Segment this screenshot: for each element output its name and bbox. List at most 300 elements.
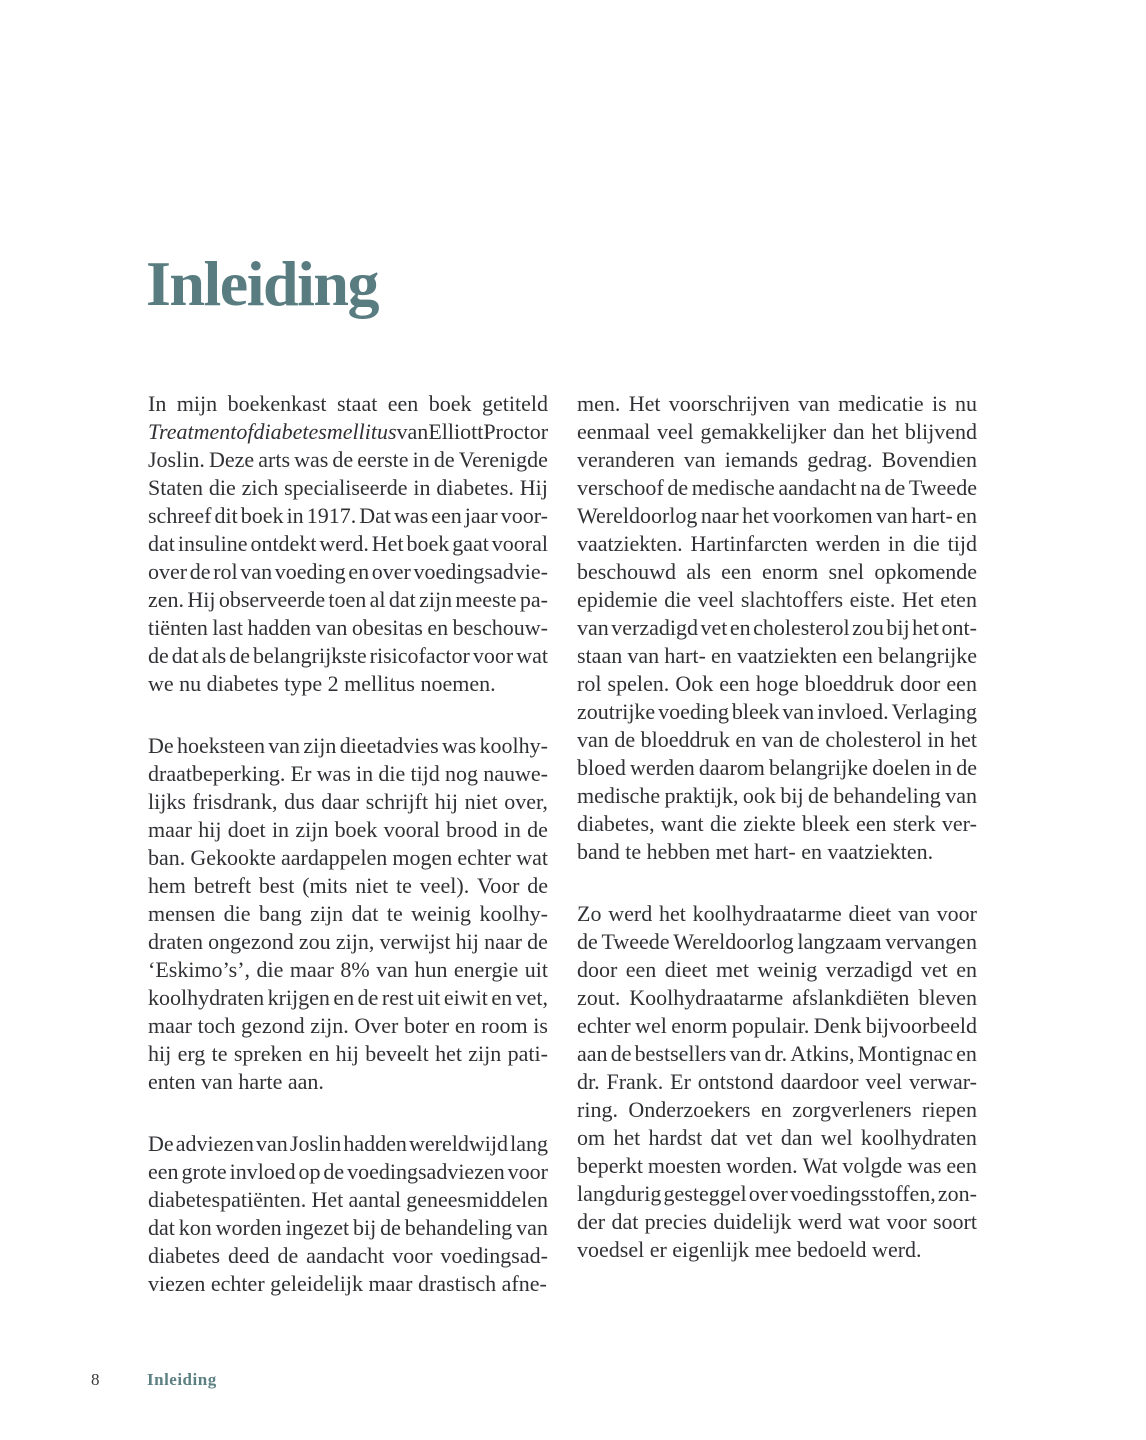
text-line xyxy=(148,872,548,900)
word: maar xyxy=(148,1013,192,1038)
word: Verlaging xyxy=(891,699,977,724)
word: gedrag. xyxy=(807,447,873,472)
text-line xyxy=(577,670,977,698)
word: Joslin xyxy=(289,1131,342,1156)
word: mijn xyxy=(176,391,218,416)
text-line: enten van harte aan. xyxy=(148,1069,324,1094)
word: toch xyxy=(197,1013,236,1038)
word: aardappelen xyxy=(281,845,388,870)
word: dieetadvies xyxy=(339,733,439,758)
word: was xyxy=(394,503,429,528)
word: ‘Eskimo’s’, xyxy=(148,957,251,982)
word: bleek xyxy=(802,811,850,836)
word: uit xyxy=(524,957,548,982)
word: ziekte xyxy=(743,811,796,836)
word: belangrijke xyxy=(878,643,977,668)
word: de xyxy=(799,727,820,752)
word: Wereldoorlog xyxy=(673,929,794,954)
word: dat xyxy=(388,587,416,612)
word: en xyxy=(348,559,370,584)
word: Treatment xyxy=(148,419,237,444)
word: dit xyxy=(214,503,238,528)
word: was xyxy=(907,1153,942,1178)
word: nauwe- xyxy=(483,761,548,786)
footer-page-number: 8 xyxy=(91,1370,100,1389)
word: veranderen xyxy=(577,447,675,472)
text-line xyxy=(148,788,548,816)
word: in xyxy=(413,475,431,500)
word: dr. xyxy=(577,1069,600,1094)
word: draten xyxy=(148,929,203,954)
word: wel xyxy=(635,1013,667,1038)
page-title: Inleiding xyxy=(146,248,378,319)
word: met xyxy=(715,957,749,982)
word: enorm xyxy=(762,559,819,584)
word: hoge xyxy=(755,671,799,696)
word: hij xyxy=(455,929,479,954)
word: voor- xyxy=(500,503,548,528)
text-line xyxy=(148,502,548,530)
word: ongezond xyxy=(208,929,294,954)
word: van xyxy=(683,447,716,472)
text-line xyxy=(148,530,548,558)
word: werd xyxy=(608,901,653,926)
word: in xyxy=(356,761,374,786)
word: en xyxy=(735,727,757,752)
page-footer xyxy=(0,1370,1146,1394)
word: Voor xyxy=(477,873,520,898)
word: getiteld xyxy=(481,391,548,416)
word: betreft xyxy=(193,873,252,898)
word: van xyxy=(577,727,609,752)
word: beschouwd xyxy=(577,559,676,584)
word: hart- xyxy=(911,503,953,528)
word: vooral xyxy=(383,817,440,842)
word: aandacht xyxy=(778,475,857,500)
word: in xyxy=(927,727,945,752)
word: echter xyxy=(577,1013,631,1038)
word: de xyxy=(433,447,455,472)
word: wat xyxy=(848,1209,880,1234)
word: vaatziekten. xyxy=(577,531,683,556)
word: ver- xyxy=(941,811,977,836)
text-line xyxy=(577,586,977,614)
word: te xyxy=(211,1041,228,1066)
word: over, xyxy=(504,789,548,814)
word: Gekookte xyxy=(190,845,276,870)
text-line xyxy=(148,614,548,642)
word: het xyxy=(435,1041,462,1066)
word: behandeling xyxy=(404,1215,513,1240)
word: daar xyxy=(321,789,360,814)
word: een xyxy=(148,1159,179,1184)
word: werd. xyxy=(319,531,369,556)
text-line: viezen echter geleidelijk maar drastisch afne- xyxy=(148,1271,547,1296)
word: weinig xyxy=(411,901,472,926)
text-line xyxy=(148,816,548,844)
word: van xyxy=(268,733,301,758)
word: zen. xyxy=(148,587,185,612)
word: ook xyxy=(742,783,776,808)
word: zout. xyxy=(577,985,621,1010)
word: want xyxy=(660,811,704,836)
word: brood xyxy=(446,817,498,842)
word: was xyxy=(294,447,329,472)
word: hij xyxy=(434,789,458,814)
word: koolhydraten xyxy=(860,1125,977,1150)
word: naar xyxy=(484,929,522,954)
word: dat xyxy=(171,643,199,668)
word: naar xyxy=(700,503,739,528)
word: Hij xyxy=(519,475,548,500)
word: en xyxy=(729,615,751,640)
word: zou xyxy=(298,929,331,954)
word: het xyxy=(950,727,977,752)
text-line xyxy=(148,1130,548,1158)
word: de xyxy=(614,727,636,752)
word: Denk xyxy=(813,1013,862,1038)
word: nog xyxy=(445,761,478,786)
word: het xyxy=(742,503,770,528)
paragraph xyxy=(148,390,548,698)
text-line xyxy=(577,956,977,984)
word: voeding xyxy=(658,699,729,724)
word: langdurig xyxy=(577,1181,662,1206)
word: bloeddruk xyxy=(640,727,730,752)
word: eenmaal xyxy=(577,419,651,444)
word: van xyxy=(876,503,908,528)
word: dan xyxy=(832,419,865,444)
word: maar xyxy=(289,957,334,982)
word: in xyxy=(412,447,430,472)
word: dan xyxy=(780,1125,813,1150)
word: zon- xyxy=(937,1181,977,1206)
word: blijvend xyxy=(904,419,977,444)
word: de xyxy=(610,1041,632,1066)
word: hadden xyxy=(247,615,312,640)
word: daarom xyxy=(698,755,765,780)
word: De xyxy=(148,733,174,758)
word: diabetespatiënten. xyxy=(148,1187,307,1212)
word: Wereldoorlog xyxy=(577,503,698,528)
word: praktijk, xyxy=(664,783,739,808)
text-line: we nu diabetes type 2 mellitus noemen. xyxy=(148,671,496,696)
word: veel xyxy=(697,587,735,612)
word: adviezen xyxy=(175,1131,254,1156)
word: door xyxy=(577,957,618,982)
word: wat xyxy=(516,643,548,668)
word: insuline xyxy=(177,531,248,556)
word: veel xyxy=(656,419,694,444)
word: aan xyxy=(577,1041,608,1066)
word: gemakkelijker xyxy=(700,419,827,444)
word: ring. xyxy=(577,1097,618,1122)
word: Onderzoekers xyxy=(628,1097,751,1122)
word: de xyxy=(189,559,211,584)
word: bij xyxy=(780,783,804,808)
word: voorkomen xyxy=(772,503,873,528)
word: eiwit xyxy=(443,985,488,1010)
text-line xyxy=(148,390,548,418)
word: diabetes xyxy=(148,1243,221,1268)
word: diabetes. xyxy=(436,475,514,500)
word: epidemie xyxy=(577,587,658,612)
word: zou xyxy=(852,615,884,640)
word: een xyxy=(719,671,750,696)
word: medische xyxy=(577,783,661,808)
word: dr. xyxy=(764,1041,788,1066)
word: in xyxy=(888,531,906,556)
word: van xyxy=(798,391,830,416)
word: van xyxy=(577,615,609,640)
word: zijn, xyxy=(335,929,375,954)
word: dat xyxy=(148,1215,175,1240)
text-line xyxy=(148,1242,548,1270)
word: observeerde xyxy=(218,587,326,612)
word: worden xyxy=(215,1215,282,1240)
word: der xyxy=(577,1209,606,1234)
word: boek xyxy=(406,531,450,556)
word: Montignac xyxy=(857,1041,953,1066)
word: veel xyxy=(865,1069,903,1094)
word: wel xyxy=(820,1125,853,1150)
word: deed xyxy=(228,1243,270,1268)
word: die xyxy=(912,531,940,556)
word: koolhydraatarme xyxy=(692,901,842,926)
word: tiënten xyxy=(148,615,208,640)
word: gesteggel xyxy=(663,1181,747,1206)
word: zorgverleners xyxy=(792,1097,912,1122)
word: zijn xyxy=(303,733,337,758)
word: toen xyxy=(328,587,367,612)
word: boek xyxy=(428,391,472,416)
word: en xyxy=(761,1097,782,1122)
text-line xyxy=(148,1186,548,1214)
word: en xyxy=(454,1013,476,1038)
word: nu xyxy=(954,391,977,416)
word: vervangen xyxy=(885,929,977,954)
text-line xyxy=(577,900,977,928)
word: weinig xyxy=(757,957,818,982)
word: afslankdiëten xyxy=(792,985,910,1010)
word: lijks xyxy=(148,789,186,814)
word: die xyxy=(208,475,236,500)
word: enorm xyxy=(671,1013,728,1038)
word: In xyxy=(148,391,167,416)
word: of xyxy=(236,419,254,444)
text-line xyxy=(148,956,548,984)
word: verwar- xyxy=(909,1069,977,1094)
word: werden xyxy=(630,755,695,780)
word: sterk xyxy=(892,811,936,836)
text-line xyxy=(577,782,977,810)
text-line xyxy=(577,558,977,586)
word: hun xyxy=(414,957,448,982)
right-text-column xyxy=(577,390,977,1264)
word: diabetes, xyxy=(577,811,655,836)
word: een xyxy=(721,559,752,584)
word: arts xyxy=(258,447,290,472)
word: al xyxy=(369,587,386,612)
paragraph xyxy=(148,1130,548,1298)
word: worden. xyxy=(726,1153,798,1178)
word: zijn. xyxy=(310,1013,349,1038)
word: het xyxy=(871,419,899,444)
word: meeste xyxy=(455,587,517,612)
text-line xyxy=(577,1124,977,1152)
word: kon xyxy=(178,1215,212,1240)
word: boekenkast xyxy=(227,391,327,416)
word: Tweede xyxy=(908,475,977,500)
word: belangrijke xyxy=(769,755,868,780)
text-line xyxy=(148,760,548,788)
word: invloed xyxy=(229,1159,296,1184)
word: van xyxy=(240,559,273,584)
word: hadden xyxy=(343,1131,407,1156)
word: Bovendien xyxy=(881,447,977,472)
word: men. xyxy=(577,391,621,416)
word: mensen xyxy=(148,901,216,926)
word: Het xyxy=(901,587,934,612)
word: een xyxy=(946,1153,977,1178)
word: beschouw- xyxy=(452,615,548,640)
word: pa- xyxy=(519,587,548,612)
text-line xyxy=(577,726,977,754)
word: frisdrank, xyxy=(192,789,278,814)
word: en xyxy=(711,643,732,668)
text-line xyxy=(577,1068,977,1096)
word: krijgen xyxy=(267,985,330,1010)
word: Er xyxy=(290,761,312,786)
word: precies xyxy=(644,1209,707,1234)
word: dat xyxy=(148,531,175,556)
word: invloed. xyxy=(817,699,889,724)
text-line xyxy=(577,418,977,446)
word: echter xyxy=(457,845,512,870)
word: van xyxy=(761,727,794,752)
word: bleven xyxy=(918,985,977,1010)
word: Atkins, xyxy=(790,1041,855,1066)
word: aantal xyxy=(348,1187,402,1212)
text-line xyxy=(577,754,977,782)
word: van xyxy=(782,699,815,724)
text-line xyxy=(577,1096,977,1124)
word: is xyxy=(931,391,947,416)
text-line xyxy=(577,1152,977,1180)
word: en xyxy=(491,985,513,1010)
word: rol xyxy=(213,559,238,584)
word: die xyxy=(709,811,737,836)
word: en xyxy=(956,503,977,528)
word: een xyxy=(625,957,657,982)
word: voedingsadvie- xyxy=(413,559,548,584)
word: Over xyxy=(354,1013,399,1038)
word: spreken xyxy=(233,1041,303,1066)
word: beperkt xyxy=(577,1153,643,1178)
text-line xyxy=(148,642,548,670)
word: Koolhydraatarme xyxy=(629,985,784,1010)
word: en xyxy=(956,1041,977,1066)
word: geneesmiddelen xyxy=(406,1187,548,1212)
word: bijvoorbeeld xyxy=(865,1013,977,1038)
word: om xyxy=(577,1125,606,1150)
word: diabetes xyxy=(253,419,327,444)
word: gaat xyxy=(452,531,489,556)
word: cholesterol xyxy=(825,727,922,752)
footer-chapter-label: Inleiding xyxy=(147,1370,217,1389)
word: spelen. xyxy=(607,671,670,696)
word: van xyxy=(315,615,348,640)
word: belangrijkste xyxy=(253,643,367,668)
text-line xyxy=(577,446,977,474)
word: vooral xyxy=(491,531,548,556)
text-line xyxy=(148,844,548,872)
word: eerste xyxy=(357,447,409,472)
text-line xyxy=(148,586,548,614)
word: bleek xyxy=(731,699,780,724)
word: iemands xyxy=(724,447,799,472)
word: mellitus xyxy=(326,419,397,444)
word: voedingsstoffen, xyxy=(790,1181,936,1206)
word: erg xyxy=(177,1041,206,1066)
word: eiste. xyxy=(849,587,896,612)
word: schrijft xyxy=(365,789,429,814)
word: 8% xyxy=(340,957,370,982)
word: van xyxy=(898,901,930,926)
text-line xyxy=(577,530,977,558)
word: zijn xyxy=(419,587,453,612)
word: het xyxy=(613,1125,641,1150)
word: verschoof xyxy=(577,475,664,500)
word: de xyxy=(956,755,977,780)
word: risicofactor xyxy=(369,643,470,668)
text-line xyxy=(577,1208,977,1236)
text-line xyxy=(577,390,977,418)
word: Het xyxy=(628,391,661,416)
word: wat xyxy=(516,845,548,870)
word: Het xyxy=(311,1187,344,1212)
word: voor xyxy=(886,1209,927,1234)
word: room xyxy=(481,1013,528,1038)
word: van xyxy=(945,783,977,808)
word: duidelijk xyxy=(713,1209,792,1234)
word: Ook xyxy=(675,671,714,696)
word: voeding xyxy=(274,559,346,584)
word: van xyxy=(256,1131,288,1156)
word: boter xyxy=(404,1013,450,1038)
word: van xyxy=(729,1041,762,1066)
word: hij xyxy=(335,1041,359,1066)
word: de xyxy=(577,929,598,954)
word: voor xyxy=(472,643,514,668)
word: wereldwijd xyxy=(409,1131,508,1156)
word: bij xyxy=(886,615,910,640)
text-line xyxy=(148,984,548,1012)
word: niet xyxy=(464,789,498,814)
word: ingezet xyxy=(285,1215,350,1240)
word: die xyxy=(223,901,251,926)
word: grote xyxy=(181,1159,227,1184)
word: dus xyxy=(284,789,315,814)
word: hardst xyxy=(648,1125,703,1150)
word: Er xyxy=(670,1069,691,1094)
word: ban. xyxy=(148,845,186,870)
word: koolhy- xyxy=(479,901,548,926)
word: staan xyxy=(577,643,623,668)
word: die xyxy=(664,587,692,612)
word: die xyxy=(378,761,406,786)
word: mogen xyxy=(392,845,453,870)
